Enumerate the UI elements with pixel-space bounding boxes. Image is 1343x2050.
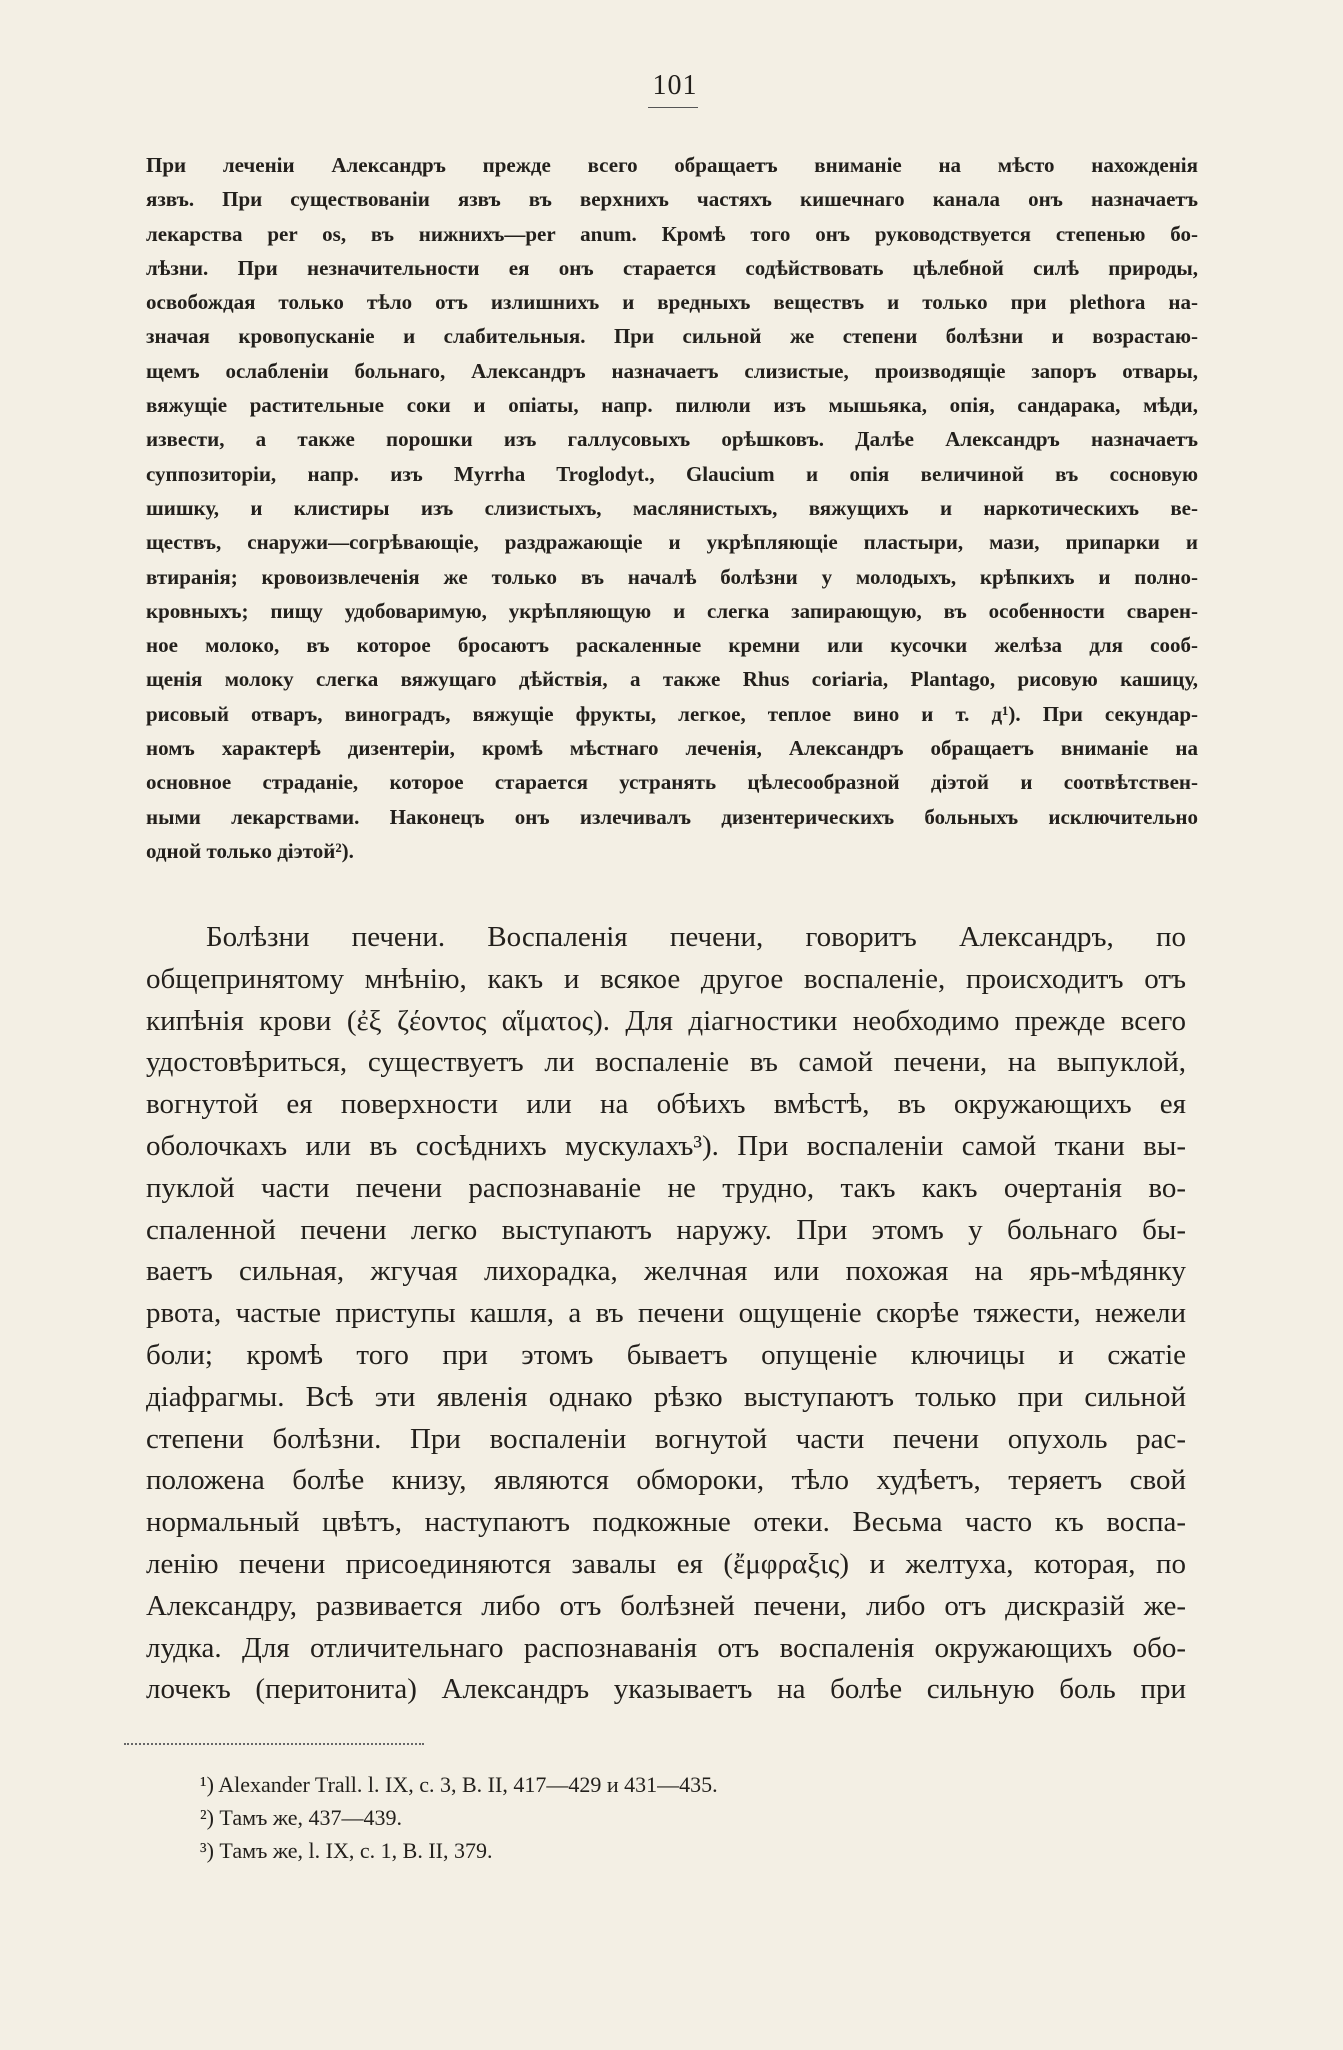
text-line: кипѣнія крови (ἐξ ζέοντος αἵματος). Для діагностики необходимо прежде всего — [146, 1004, 1186, 1037]
text-line: кровныхъ; пищу удобоваримую, укрѣпляющую и слегка запирающую, въ особенности сварен- — [146, 598, 1198, 623]
text-line: ленію печени присоединяются завалы ея (ἔμφραξις) и желтуха, которая, по — [146, 1547, 1186, 1580]
text-line: удостовѣриться, существуетъ ли воспаленіе въ самой печени, на выпуклой, — [146, 1046, 1186, 1079]
footnote: ¹) Alexander Trall. l. IX, c. 3, B. II, 417—429 и 431—435. — [200, 1772, 718, 1797]
text-line: спаленной печени легко выступаютъ наружу. При этомъ у больнаго бы- — [146, 1213, 1186, 1246]
footnote-separator — [124, 1743, 424, 1745]
text-line: ществъ, снаружи—согрѣвающіе, раздражающіе и укрѣпляющіе пластыри, мази, припарки и — [146, 530, 1198, 555]
text-line: освобождая только тѣло отъ излишнихъ и вредныхъ веществъ и только при plethora на- — [146, 290, 1198, 315]
text-line: втиранія; кровоизвлеченія же только въ началѣ болѣзни у молодыхъ, крѣпкихъ и полно- — [146, 564, 1198, 589]
text-line: одной только діэтой²). — [146, 838, 354, 863]
text-line: щемъ ослабленіи больнаго, Александръ назначаетъ слизистые, производящіе запоръ отвары, — [146, 358, 1198, 383]
text-line: язвъ. При существованіи язвъ въ верхнихъ частяхъ кишечнаго канала онъ назначаетъ — [146, 187, 1198, 212]
text-line: рвота, частые приступы кашля, а въ печени ощущеніе скорѣе тяжести, нежели — [146, 1297, 1186, 1330]
text-line: основное страданіе, которое старается устранять цѣлесообразной діэтой и соотвѣтствен- — [146, 770, 1198, 795]
text-line: номъ характерѣ дизентеріи, кромѣ мѣстнаго леченія, Александръ обращаетъ вниманіе на — [146, 736, 1198, 761]
text-line: оболочкахъ или въ сосѣднихъ мускулахъ³). При воспаленіи самой ткани вы- — [146, 1129, 1186, 1162]
page-number: 101 — [652, 70, 698, 101]
text-line: нормальный цвѣтъ, наступаютъ подкожные отеки. Весьма часто къ воспа- — [146, 1506, 1186, 1539]
text-line: ными лекарствами. Наконецъ онъ излечивалъ дизентерическихъ больныхъ исключительно — [146, 804, 1198, 829]
text-line: лѣзни. При незначительности ея онъ старается содѣйствовать цѣлебной силѣ природы, — [146, 255, 1198, 280]
text-line: пуклой части печени распознаваніе не трудно, такъ какъ очертанія во- — [146, 1171, 1186, 1204]
text-line: щенія молоку слегка вяжущаго дѣйствія, а также Rhus coriaria, Plantago, рисовую кашицу, — [146, 667, 1198, 692]
small-print-paragraph — [146, 148, 1198, 868]
text-line: лекарства per os, въ нижнихъ—per anum. Кромѣ того онъ руководствуется степенью бо- — [146, 221, 1198, 246]
text-line: Александру, развивается либо отъ болѣзней печени, либо отъ дискразій же- — [146, 1589, 1186, 1622]
text-line: шишку, и клистиры изъ слизистыхъ, маслянистыхъ, вяжущихъ и наркотическихъ ве- — [146, 495, 1198, 520]
text-line: вогнутой ея поверхности или на обѣихъ вмѣстѣ, въ окружающихъ ея — [146, 1088, 1186, 1121]
text-line: боли; кромѣ того при этомъ бываетъ опущеніе ключицы и сжатіе — [146, 1338, 1186, 1371]
page-number-underline — [648, 107, 698, 108]
text-line: Болѣзни печени. Воспаленія печени, говоритъ Александръ, по — [206, 921, 1186, 953]
text-line: лочекъ (перитонита) Александръ указываетъ на болѣе сильную боль при — [146, 1673, 1186, 1706]
text-line: ваетъ сильная, жгучая лихорадка, желчная или похожая на ярь-мѣдянку — [146, 1255, 1186, 1288]
footnotes — [200, 1768, 1100, 1867]
text-line: діафрагмы. Всѣ эти явленія однако рѣзко выступаютъ только при сильной — [146, 1380, 1186, 1413]
footnote: ²) Тамъ же, 437—439. — [200, 1805, 403, 1830]
text-line: При леченіи Александръ прежде всего обращаетъ вниманіе на мѣсто нахожденія — [146, 153, 1198, 177]
text-line: лудка. Для отличительнаго распознаванія отъ воспаленія окружающихъ обо- — [146, 1631, 1186, 1664]
footnote: ³) Тамъ же, l. IX, c. 1, B. II, 379. — [200, 1838, 493, 1863]
main-paragraph — [146, 917, 1186, 1711]
text-line: значая кровопусканіе и слабительныя. При сильной же степени болѣзни и возрастаю- — [146, 324, 1198, 349]
text-line: рисовый отваръ, виноградъ, вяжущіе фрукты, легкое, теплое вино и т. д¹). При секундар- — [146, 701, 1198, 726]
text-line: ное молоко, въ которое бросаютъ раскаленные кремни или кусочки желѣза для сооб- — [146, 633, 1198, 658]
text-line: положена болѣе книзу, являются обмороки, тѣло худѣетъ, теряетъ свой — [146, 1464, 1186, 1497]
text-line: общепринятому мнѣнію, какъ и всякое другое воспаленіе, происходитъ отъ — [146, 962, 1186, 995]
text-line: извести, а также порошки изъ галлусовыхъ орѣшковъ. Далѣе Александръ назначаетъ — [146, 427, 1198, 452]
text-line: степени болѣзни. При воспаленіи вогнутой части печени опухоль рас- — [146, 1422, 1186, 1455]
text-line: суппозиторіи, напр. изъ Myrrha Troglodyt., Glaucium и опія величиной въ сосновую — [146, 461, 1198, 486]
text-line: вяжущіе растительные соки и опіаты, напр. пилюли изъ мышьяка, опія, сандарака, мѣди, — [146, 393, 1198, 418]
